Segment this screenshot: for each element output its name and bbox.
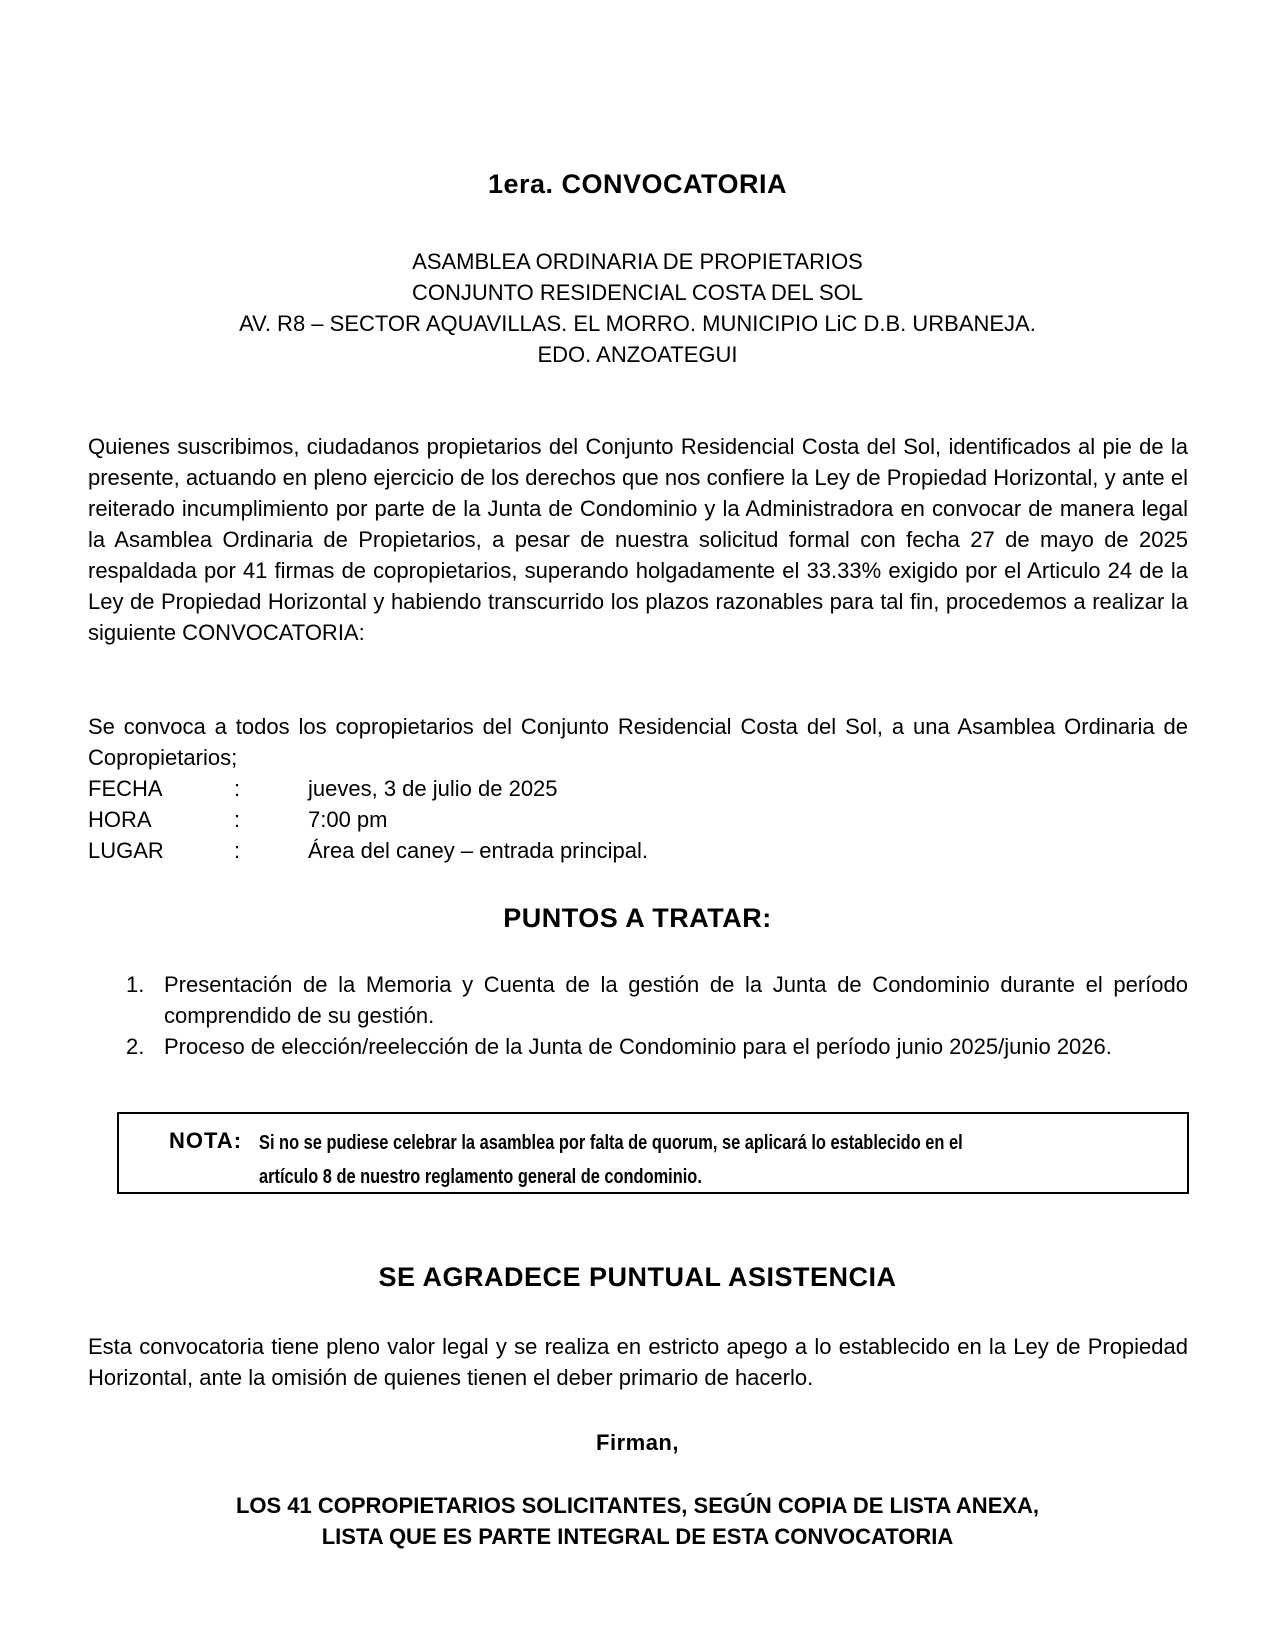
document-title: 1era. CONVOCATORIA [487,169,788,199]
thanks-heading: SE AGRADECE PUNTUAL ASISTENCIA [378,1262,897,1292]
hora-separator: : [234,807,241,832]
hora-label: HORA [88,807,152,832]
fecha-separator: : [234,776,241,801]
assembly-header [0,246,1275,370]
closing-line-2: LISTA QUE ES PARTE INTEGRAL DE ESTA CONVOCATORIA [321,1524,954,1549]
convoca-paragraph: Se convoca a todos los copropietarios del Conjunto Residencial Costa del Sol, a una Asamblea Ordinaria de Copropietarios; [88,714,1188,770]
point-number: 1. [126,972,145,997]
firman-label: Firman, [596,1430,679,1455]
header-line-complex: CONJUNTO RESIDENCIAL COSTA DEL SOL [411,280,864,305]
nota-label-text: NOTA [169,1128,234,1153]
lugar-separator: : [234,838,241,863]
nota-line-1: Si no se pudiese celebrar la asamblea por falta de quorum, se aplicará lo establecido en el [259,1132,963,1154]
nota-line-2: artículo 8 de nuestro reglamento general de condominio. [259,1166,702,1188]
list-item [126,969,1188,1031]
fecha-label: FECHA [88,776,163,801]
fecha-value: jueves, 3 de julio de 2025 [308,776,558,801]
nota-colon: : [233,1128,243,1153]
closing-line-1: LOS 41 COPROPIETARIOS SOLICITANTES, SEGÚN COPIA DE LISTA ANEXA, [235,1493,1040,1518]
legal-paragraph: Esta convocatoria tiene pleno valor legal y se realiza en estricto apego a lo establecido en la Ley de Propiedad Horizontal, ante la omisión de quienes tienen el deber primario de hacerlo. [88,1334,1188,1390]
hora-value: 7:00 pm [308,807,388,832]
list-item [126,1031,1188,1062]
intro-paragraph: Quienes suscribimos, ciudadanos propietarios del Conjunto Residencial Costa del Sol, identificados al pie de la presente, actuando en pleno ejercicio de los derechos que nos confiere la Ley de Propiedad Horizontal, y ante el reiterado incumplimiento por parte de la Junta de Condominio y la Administradora en convocar de manera legal la Asamblea Ordinaria de Propietarios, a pesar de nuestra solicitud formal con fecha 27 de mayo de 2025 respaldada por 41 firmas de copropietarios, superando holgadamente el 33.33% exigido por el Articulo 24 de la Ley de Propiedad Horizontal y habiendo transcurrido los plazos razonables para tal fin, procedemos a realizar la siguiente CONVOCATORIA: [88,434,1188,645]
point-number: 2. [126,1034,145,1059]
header-line-state: EDO. ANZOATEGUI [537,342,738,367]
nota-box [117,1112,1189,1194]
point-text: Presentación de la Memoria y Cuenta de la gestión de la Junta de Condominio durante el período comprendido de su gestión. [164,972,1188,1028]
lugar-label: LUGAR [88,838,164,863]
header-line-address: AV. R8 – SECTOR AQUAVILLAS. EL MORRO. MUNICIPIO LiC D.B. URBANEJA. [239,311,1036,336]
header-line-assembly: ASAMBLEA ORDINARIA DE PROPIETARIOS [412,249,863,274]
points-list [126,969,1188,1062]
point-text: Proceso de elección/reelección de la Junta de Condominio para el período junio 2025/junio 2026. [164,1034,1112,1059]
nota-text [259,1126,997,1194]
nota-label [169,1128,242,1154]
points-title: PUNTOS A TRATAR: [503,903,772,933]
closing-statement [0,1490,1275,1552]
lugar-value: Área del caney – entrada principal. [308,838,648,863]
